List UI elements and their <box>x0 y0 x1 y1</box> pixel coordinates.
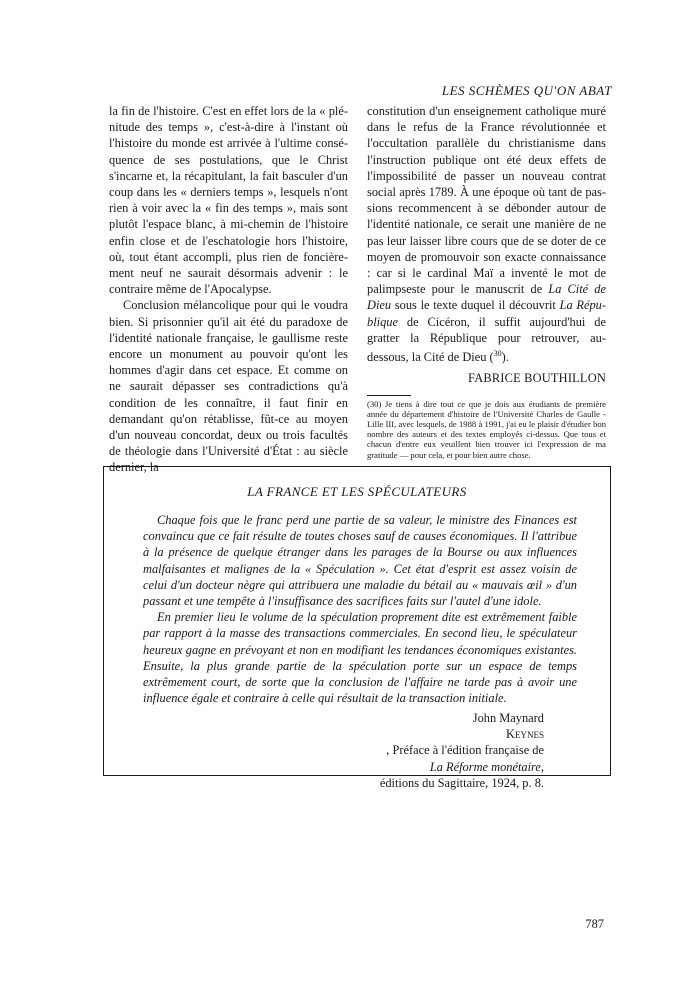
text-run: constitution d'un enseignement catholique muré dans le refus de la France révolutionnée et l'occultation parallèle du christianisme dans l'instruction publique ont été deux effets de l'impossibilité de passer un nouveau contrat social après 1789. À une époque où tant de passions recommencent à se débonder autour de l'identité nationale, ce serait une manière de ne pas leur laisser libre cours que de se doter de ce moyen de promouvoir son exacte connaissance : car si le cardinal Maï a inventé le mot de palimpseste pour le manuscrit de <box>367 104 606 297</box>
book-title: La Cité de Dieu <box>367 282 606 313</box>
page-number: 787 <box>585 917 604 931</box>
paragraph: la fin de l'histoire. C'est en effet lors de la « plénitude des temps », c'est-à-dire à l'instant où l'histoire du monde est arrivée à l'ultime conséquence de ses postulations, que le Christ s'incarne et, la récapitulant, la fait basculer d'un coup dans les « derniers temps », lesquels n'ont rien à voir avec la « fin des temps », mais sont plutôt l'espace blanc, à mi-chemin de l'histoire enfin close et de l'eschatologie hors l'histoire, où, tout étant accompli, plus rien de foncièrement neuf ne saurait désormais advenir : le contraire même de l'Apocalypse. <box>109 104 348 297</box>
quotation-credit <box>174 710 544 791</box>
work-title: La Réforme monétaire, <box>429 759 544 774</box>
text-run: de Cicéron, il suffit aujourd'hui de gratter la République pour retrouver, au-dessous, la Cité de Dieu ( <box>367 314 606 365</box>
running-head: LES SCHÈMES QU'ON ABAT <box>441 83 612 98</box>
footnote-reference: 30 <box>493 349 502 359</box>
quotation-body <box>143 512 577 706</box>
author-signature: FABRICE BOUTHILLON <box>468 371 606 386</box>
author-first-name: John Maynard <box>472 711 544 725</box>
footnote-divider <box>367 395 411 396</box>
credit-text: , Préface à l'édition française de <box>386 743 544 758</box>
author-last-name: Keynes <box>506 727 544 742</box>
credit-line <box>174 710 544 775</box>
quotation-box <box>103 466 611 790</box>
box-title: LA FRANCE ET LES SPÉCULATEURS <box>247 484 467 499</box>
paragraph: En premier lieu le volume de la spéculation proprement dite est extrêmement faible par rapport à la masse des transactions commerciales. En second lieu, le spéculateur heureux gagne en prévoyant et non en modifiant les tendances économiques existantes. Ensuite, la plus grande partie de la spéculation porte sur un espace de temps extrêmement court, de sorte que la conclusion de l'affaire ne tarde pas à avoir une influence égale et contraire à celle qui résultait de la transaction initiale. <box>143 610 577 706</box>
paragraph <box>367 103 606 365</box>
left-column <box>109 103 348 476</box>
footnote: (30) Je tiens à dire tout ce que je dois aux étudiants de première année du département d'histoire de l'Université Charles de Gaulle - Lille III, avec lesquels, de 1988 à 1991, j'ai eu le plaisir d'étudier bon nombre des auteurs et des textes employés ci-dessus. Que tous et chacun d'entre eux veuillent bien trouver ici l'expression de ma gratitude — pour cela, et pour bien autre chose. <box>367 398 606 460</box>
text-run: ). <box>501 350 509 365</box>
paragraph: Conclusion mélancolique pour qui le voudra bien. Si prisonnier qu'il ait été du paradoxe de l'identité nationale française, le gaullisme reste encore un monument au pouvoir qu'ont les hommes d'agir dans cet espace. Et comme on ne saurait dépasser ses contradictions qu'à condition de les connaître, il faut finir en demandant qu'on rétablisse, fût-ce au moyen d'un nouveau concordat, deux ou trois facultés de théologie dans l'Université d'État : au siècle dernier, la <box>109 298 348 475</box>
right-column <box>367 103 606 460</box>
paragraph: Chaque fois que le franc perd une partie de sa valeur, le ministre des Finances est convaincu que ce fait résulte de toutes choses sauf de causes économiques. Il l'attribue à la présence de quelque étranger dans les parages de la Bourse ou aux influences malfaisantes et malignes de la « Spéculation ». Cet état d'esprit est assez voisin de celui d'un docteur nègre qui attribuera une maladie du bétail au « mauvais œil » d'un passant et une tempête à l'insuffisance des sacrifices faits sur l'autel d'une idole. <box>143 513 577 609</box>
publisher-line: éditions du Sagittaire, 1924, p. 8. <box>379 775 544 790</box>
book-title: La République <box>367 298 606 329</box>
text-run: sous le texte duquel il découvrit <box>391 298 560 313</box>
